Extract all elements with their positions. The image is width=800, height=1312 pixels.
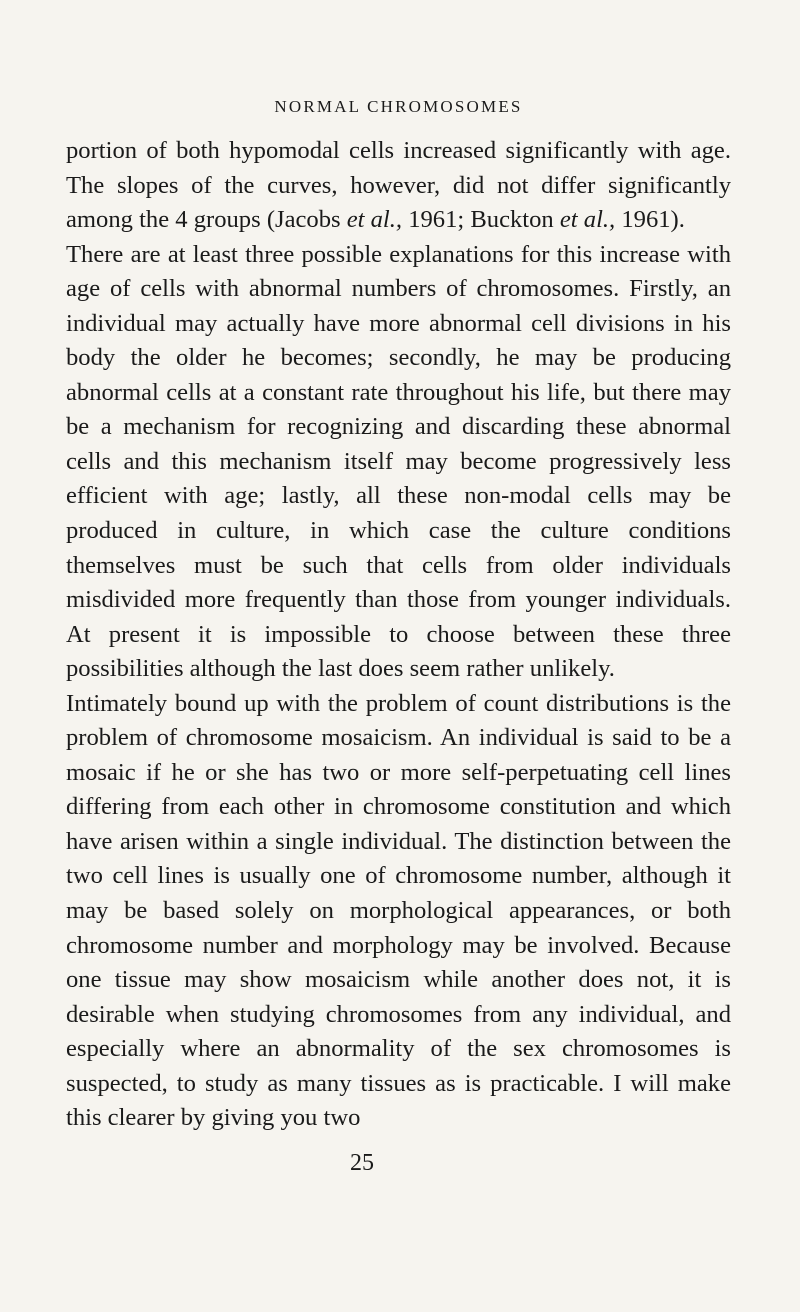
- text-segment: Intimately bound up with the problem of count distributions is the problem of chromosome mosaicism. An individual is said to be a mosaic if he or she has two or more self-perpetuating cell lines differing from each other in chromosome constitution and which have arisen within a single individual. The distinction between the two cell lines is usually one of chromosome number, although it may be based solely on morphological appearances, or both chromosome number and morphology may be involved. Because one tissue may show mosaicism while another does not, it is desirable when studying chromosomes from any individual, and especially where an abnormality of the sex chromosomes is suspected, to study as many tissues as is practicable. I will make this clearer by giving you two: [66, 689, 731, 1132]
- text-segment: There are at least three possible explanations for this increase with age of cells with abnormal numbers of chromosomes. Firstly, an individual may actually have more abnormal cell divisions in his body the older he becomes; secondly, he may be producing abnormal cells at a constant rate throughout his life, but there may be a mechanism for recognizing and discarding these abnormal cells and this mechanism itself may become progressively less efficient with age; lastly, all these non-modal cells may be produced in culture, in which case the culture conditions themselves must be such that cells from older individuals misdivided more frequently than those from younger individuals. At present it is impossible to choose between these three possibilities although the last does seem rather unlikely.: [66, 240, 731, 683]
- italic-segment: et al.,: [559, 206, 616, 234]
- running-head: NORMAL CHROMOSOMES: [274, 97, 523, 116]
- body-text: [66, 134, 731, 1136]
- page-number: 25: [350, 1150, 374, 1176]
- text-segment: 1961; Buckton: [402, 206, 560, 234]
- paragraph-1: [66, 134, 731, 238]
- paragraph-2: [66, 238, 731, 687]
- text-segment: portion of both hypomodal cells increased significantly with age. The slopes of the curves, however, did not differ significantly among the 4 groups (Jacobs: [66, 137, 731, 234]
- italic-segment: et al.,: [346, 206, 403, 234]
- text-segment: 1961).: [615, 206, 685, 234]
- paragraph-3: [66, 687, 731, 1136]
- book-page: [66, 0, 746, 1312]
